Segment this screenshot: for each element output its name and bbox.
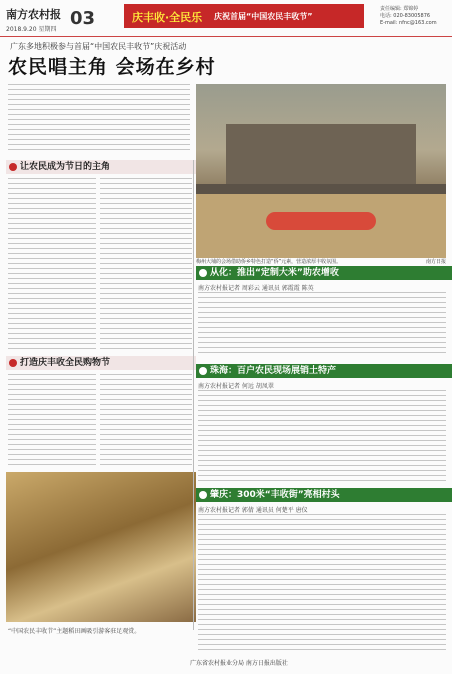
contact-phone: 电话: 020-83005876 — [380, 13, 431, 19]
conghua-byline: 南方农村报记者 周彩云 通讯员 郭霞霞 陈英 — [198, 285, 314, 292]
section-text-zhuhai — [198, 390, 446, 482]
lead-photo — [196, 84, 446, 258]
photo-crowd — [196, 184, 446, 194]
zhuhai-byline: 南方农村报记者 何远 胡凤翠 — [198, 383, 274, 390]
section-title: 珠海：百户农民现场展销土特产 — [210, 366, 337, 376]
contact-email: E-mail: nfnc@163.com — [380, 20, 437, 26]
section-title: 让农民成为节日的主角 — [20, 162, 111, 172]
festival-banner — [124, 4, 364, 28]
section-text-zhaoqing — [198, 514, 446, 652]
lead-intro-text — [8, 84, 190, 154]
section-head-zhaoqing — [196, 488, 452, 502]
section-head-farmers-main-role — [6, 160, 196, 174]
section-text-farmers — [8, 178, 96, 350]
section-title: 从化：推出“定制大米”助农增收 — [210, 268, 339, 278]
section-head-shopping-festival — [6, 356, 196, 370]
paper-name: 南方农村报 — [6, 8, 61, 21]
publication-date: 2018.9.20 星期四 — [6, 26, 57, 33]
section-title: 打造庆丰收全民购物节 — [20, 358, 111, 368]
photo-building — [226, 124, 416, 184]
section-marker-icon — [9, 163, 17, 171]
section-title: 肇庆：300米“丰收街”亮相村头 — [210, 490, 340, 500]
section-head-zhuhai — [196, 364, 452, 378]
section-text-shopping — [8, 374, 96, 466]
banner-slogan: 庆丰收·全民乐 — [132, 11, 203, 24]
lead-photo-caption — [196, 258, 446, 265]
photo-dragon-dance — [266, 212, 376, 230]
section-text-conghua — [198, 292, 446, 354]
section-marker-icon — [9, 359, 17, 367]
section-text-farmers-col2 — [100, 178, 192, 350]
zhaoqing-byline: 南方农村报记者 郭倩 通讯员 何楚平 唐仪 — [198, 507, 308, 514]
page-footer: 广东省农村报业分局 南方日报出版社 — [190, 660, 288, 667]
section-text-shopping-col2 — [100, 374, 192, 466]
rice-field-art-photo — [6, 472, 196, 622]
section-marker-icon — [199, 367, 207, 375]
caption-credit: 南方日报 — [425, 259, 446, 265]
caption-text: 梅州大埔的会场借助侨乡特色打造“侨”元素，营造浓厚丰收氛围。 — [196, 259, 342, 265]
section-head-conghua — [196, 266, 452, 280]
column-divider — [193, 160, 194, 630]
contact-editor: 责任编辑: 郑锦婷 — [380, 6, 419, 12]
section-marker-icon — [199, 269, 207, 277]
page-number: 03 — [70, 8, 96, 29]
section-marker-icon — [199, 491, 207, 499]
masthead — [0, 0, 452, 37]
editor-contact — [380, 6, 446, 27]
rice-field-photo-caption: “中国农民丰收节”主题稻田画吸引游客驻足观赏。 — [8, 628, 141, 635]
banner-subtitle: 庆祝首届“中国农民丰收节” — [214, 12, 313, 21]
lead-kicker: 广东多地积极参与首届“中国农民丰收节”庆祝活动 — [10, 42, 187, 51]
lead-headline: 农民唱主角 会场在乡村 — [8, 56, 216, 78]
